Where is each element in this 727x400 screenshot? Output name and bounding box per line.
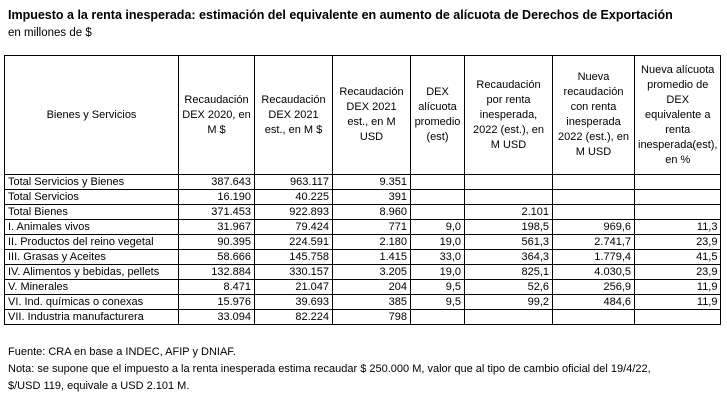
table-cell: 798 [333, 310, 411, 325]
table-cell: 4.030,5 [553, 265, 635, 280]
table-cell: 387.643 [179, 175, 255, 190]
table-cell [553, 175, 635, 190]
row-label: VI. Ind. químicas o conexas [5, 295, 179, 310]
table-row [5, 265, 721, 280]
table-cell: 33.094 [179, 310, 255, 325]
table-cell: 922.893 [255, 205, 333, 220]
table-cell: 99,2 [465, 295, 553, 310]
table-cell [635, 175, 721, 190]
table-cell: 484,6 [553, 295, 635, 310]
table-cell: 19,0 [411, 265, 465, 280]
column-header: Bienes y Servicios [5, 56, 179, 175]
table-cell [411, 205, 465, 220]
table-cell: 11,3 [635, 220, 721, 235]
row-label: III. Grasas y Aceites [5, 250, 179, 265]
table-cell [465, 190, 553, 205]
table-cell: 39.693 [255, 295, 333, 310]
table-cell: 8.471 [179, 280, 255, 295]
table-cell: 40.225 [255, 190, 333, 205]
column-header: Recaudación DEX 2021 est., en M USD [333, 56, 411, 175]
table-cell: 9,5 [411, 280, 465, 295]
table-cell: 82.224 [255, 310, 333, 325]
table-row [5, 280, 721, 295]
source-note: Fuente: CRA en base a INDEC, AFIP y DNIAF. [8, 346, 236, 358]
table-cell: 2.180 [333, 235, 411, 250]
table-cell [635, 205, 721, 220]
table-row [5, 250, 721, 265]
table-cell: 21.047 [255, 280, 333, 295]
row-label: I. Animales vivos [5, 220, 179, 235]
page-title: Impuesto a la renta inesperada: estimación del equivalente en aumento de alícuota de Derechos de Exportación [8, 8, 673, 22]
column-header: DEX alícuota promedio (est) [411, 56, 465, 175]
table-cell: 9.351 [333, 175, 411, 190]
table-cell: 19,0 [411, 235, 465, 250]
footnote: $/USD 119, equivale a USD 2.101 M. [8, 380, 190, 392]
table-row [5, 220, 721, 235]
table-cell: 33,0 [411, 250, 465, 265]
data-table [4, 55, 721, 325]
table-cell: 391 [333, 190, 411, 205]
table-cell: 771 [333, 220, 411, 235]
table-cell [411, 310, 465, 325]
table-cell [553, 190, 635, 205]
table-row [5, 190, 721, 205]
table-cell: 90.395 [179, 235, 255, 250]
table-cell: 2.101 [465, 205, 553, 220]
table-cell: 31.967 [179, 220, 255, 235]
table-cell [465, 310, 553, 325]
table-cell: 256,9 [553, 280, 635, 295]
row-label: VII. Industria manufacturera [5, 310, 179, 325]
table-cell [553, 205, 635, 220]
table-cell [411, 175, 465, 190]
table-row [5, 235, 721, 250]
table-cell: 825,1 [465, 265, 553, 280]
table-cell: 1.415 [333, 250, 411, 265]
table-row [5, 205, 721, 220]
table-cell [553, 310, 635, 325]
table-cell [465, 175, 553, 190]
footnote: Nota: se supone que el impuesto a la renta inesperada estima recaudar $ 250.000 M, valor que al tipo de cambio oficial del 19/4/22, [8, 363, 651, 375]
table-cell [635, 310, 721, 325]
table-cell: 9,5 [411, 295, 465, 310]
notes [8, 344, 651, 395]
table-cell: 2.741,7 [553, 235, 635, 250]
table-cell: 963.117 [255, 175, 333, 190]
page-subtitle: en millones de $ [8, 27, 92, 39]
table-row [5, 175, 721, 190]
row-label: V. Minerales [5, 280, 179, 295]
table-cell: 204 [333, 280, 411, 295]
table-cell: 11,9 [635, 280, 721, 295]
table-cell: 969,6 [553, 220, 635, 235]
row-label: Total Servicios [5, 190, 179, 205]
table-cell: 8.960 [333, 205, 411, 220]
table-cell: 3.205 [333, 265, 411, 280]
table-cell: 1.779,4 [553, 250, 635, 265]
table-cell: 330.157 [255, 265, 333, 280]
row-label: Total Bienes [5, 205, 179, 220]
table-cell: 224.591 [255, 235, 333, 250]
table-cell: 11,9 [635, 295, 721, 310]
table-cell: 23,9 [635, 265, 721, 280]
table-cell: 16.190 [179, 190, 255, 205]
table-cell: 79.424 [255, 220, 333, 235]
table-cell: 145.758 [255, 250, 333, 265]
table-row [5, 310, 721, 325]
table-cell: 41,5 [635, 250, 721, 265]
table-cell: 364,3 [465, 250, 553, 265]
table-cell: 15.976 [179, 295, 255, 310]
table-cell: 52,6 [465, 280, 553, 295]
row-label: IV. Alimentos y bebidas, pellets [5, 265, 179, 280]
column-header: Recaudación por renta inesperada, 2022 (est.), en M USD [465, 56, 553, 175]
column-header: Nueva recaudación con renta inesperada 2022 (est.), en M USD [553, 56, 635, 175]
table-cell: 385 [333, 295, 411, 310]
table-cell: 132.884 [179, 265, 255, 280]
table-cell: 9,0 [411, 220, 465, 235]
table-header-row [5, 56, 721, 175]
table-cell: 371.453 [179, 205, 255, 220]
column-header: Recaudación DEX 2020, en M $ [179, 56, 255, 175]
column-header: Recaudación DEX 2021 est., en M $ [255, 56, 333, 175]
table-cell: 23,9 [635, 235, 721, 250]
table-row [5, 295, 721, 310]
table-cell [411, 190, 465, 205]
table-cell: 198,5 [465, 220, 553, 235]
column-header: Nueva alícuota promedio de DEX equivalente a renta inesperada(est), en % [635, 56, 721, 175]
table-cell: 58.666 [179, 250, 255, 265]
row-label: II. Productos del reino vegetal [5, 235, 179, 250]
row-label: Total Servicios y Bienes [5, 175, 179, 190]
table-cell [635, 190, 721, 205]
table-cell: 561,3 [465, 235, 553, 250]
